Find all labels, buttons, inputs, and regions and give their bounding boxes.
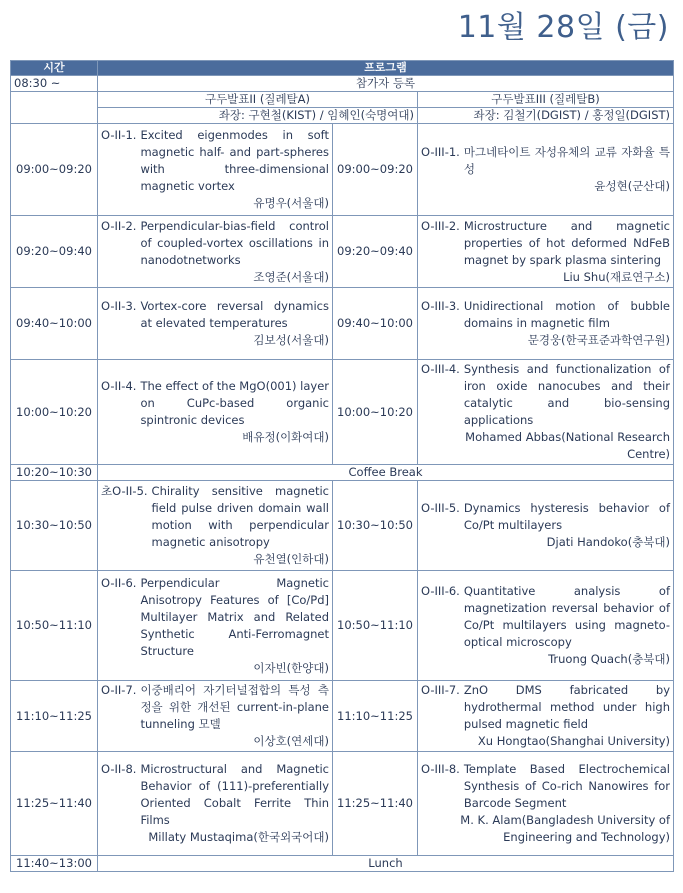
presentation-author: Mohamed Abbas(National Research Centre) [465,430,671,461]
presentation-code: O-II-6. [101,575,137,590]
session-chairs-row [11,108,674,124]
right-presentation [418,571,674,681]
session-title-row [11,92,674,108]
presentation-author: 이자빈(한양대) [253,660,329,675]
presentation-author: 조영준(서울대) [253,269,329,284]
left-time: 10:50~11:10 [11,571,98,681]
presentation-code: O-III-3. [421,299,460,313]
presentation-code: 초O-II-5. [101,484,148,498]
right-time: 10:00~10:20 [333,360,418,465]
presentation-title: ZnO DMS fabricated by hydrothermal method under high pulsed magnetic field [463,683,671,731]
presentation-code: O-II-7. [101,683,137,697]
right-time: 10:50~11:10 [333,571,418,681]
lunch-row [11,856,674,872]
left-presentation [98,681,333,752]
left-time: 10:30~10:50 [11,481,98,571]
presentation-code: O-III-7. [421,683,460,697]
schedule-row [11,571,674,681]
presentation-title: Template Based Electrochemical Synthesis of Co-rich Nanowires for Barcode Segment [463,762,671,810]
presentation-title: Synthesis and functionalization of iron oxide nanocubes and their catalytic and bio-sensing applications [463,362,671,427]
registration-label: 참가자 등록 [98,76,674,92]
schedule-row [11,752,674,856]
coffee-row [11,465,674,481]
presentation-author: Xu Hongtao(Shanghai University) [477,734,671,748]
right-time: 09:00~09:20 [333,124,418,216]
presentation-code: O-II-1. [101,128,137,142]
left-presentation [98,288,333,360]
left-time: 11:10~11:25 [11,681,98,752]
presentation-code: O-II-4. [101,379,137,393]
presentation-code: O-III-2. [421,218,460,233]
session-right-chairs: 좌장: 김철기(DGIST) / 홍정일(DGIST) [418,108,674,124]
registration-time: 08:30 ~ [11,76,98,92]
presentation-title: Chirality sensitive magnetic field pulse driven domain wall motion with perpendicular magnetic anisotropy [151,484,329,549]
lunch-label: Lunch [98,856,674,872]
session-left-title: 구두발표II (질레탈A) [98,92,418,108]
left-presentation [98,571,333,681]
left-time: 09:00~09:20 [11,124,98,216]
right-presentation [418,360,674,465]
presentation-title: Excited eigenmodes in soft magnetic half- and part-spheres with three-dimensional magnetic vortex [140,128,329,193]
right-time: 09:20~09:40 [333,216,418,288]
presentation-code: O-III-4. [421,362,460,376]
presentation-code: O-III-6. [421,584,460,598]
presentation-title: Perpendicular Magnetic Anisotropy Features of [Co/Pd] Multilayer Matrix and Related Synthetic Anti-Ferromagnet Structure [140,575,329,658]
registration-row [11,76,674,92]
coffee-label: Coffee Break [98,465,674,481]
presentation-title: 이중배리어 자기터널접합의 특성 측정을 위한 개선된 current-in-plane tunneling 모델 [140,683,329,731]
presentation-title: 마그네타이트 자성유체의 교류 자화율 특성 [463,145,671,176]
schedule-row [11,481,674,571]
right-time: 11:10~11:25 [333,681,418,752]
presentation-author: 유천열(인하대) [253,552,329,566]
left-time: 11:25~11:40 [11,752,98,856]
right-presentation [418,288,674,360]
left-time: 10:00~10:20 [11,360,98,465]
presentation-title: Perpendicular-bias-field control of coupled-vortex oscillations in nanodotnetworks [140,218,329,267]
presentation-title: Microstructural and Magnetic Behavior of (111)-preferentially Oriented Cobalt Ferrite Thin Films [140,762,329,827]
coffee-time: 10:20~10:30 [11,465,98,481]
date-header: 11월 28일 (금) [457,10,669,45]
right-presentation [418,216,674,288]
presentation-author: Djati Handoko(충북대) [546,535,671,549]
right-presentation [418,681,674,752]
presentation-author: M. K. Alam(Bangladesh University of Engineering and Technology) [460,813,671,844]
session-right-title: 구두발표III (질레탈B) [418,92,674,108]
presentation-author: 문경웅(한국표준과학연구원) [527,333,671,347]
schedule-row [11,216,674,288]
presentation-author: Millaty Mustaqima(한국외국어대) [148,830,329,844]
left-presentation [98,481,333,571]
right-time: 10:30~10:50 [333,481,418,571]
presentation-code: O-II-3. [101,299,137,313]
schedule-row [11,288,674,360]
presentation-author: 유명우(서울대) [253,196,329,210]
left-time: 09:20~09:40 [11,216,98,288]
right-time: 09:40~10:00 [333,288,418,360]
presentation-author: 김보성(서울대) [253,333,329,347]
left-presentation [98,216,333,288]
left-presentation [98,360,333,465]
lunch-time: 11:40~13:00 [11,856,98,872]
presentation-code: O-III-1. [421,145,460,159]
right-presentation [418,481,674,571]
header-program: 프로그램 [98,61,674,76]
schedule-row [11,681,674,752]
program-table [10,60,674,872]
presentation-title: Unidirectional motion of bubble domains in magnetic film [463,299,671,330]
session-left-chairs: 좌장: 구현철(KIST) / 임혜인(숙명여대) [98,108,418,124]
right-time: 11:25~11:40 [333,752,418,856]
presentation-author: 배유정(이화여대) [242,430,329,444]
table-header-row [11,61,674,76]
schedule-row [11,360,674,465]
presentation-author: Truong Quach(충북대) [548,652,671,666]
presentation-title: Vortex-core reversal dynamics at elevated temperatures [140,299,329,330]
presentation-code: O-II-2. [101,218,137,233]
presentation-author: Liu Shu(재료연구소) [563,269,671,284]
presentation-title: Dynamics hysteresis behavior of Co/Pt multilayers [463,501,671,532]
presentation-title: The effect of the MgO(001) layer on CuPc-based organic spintronic devices [140,379,330,427]
header-time: 시간 [11,61,98,76]
right-presentation [418,752,674,856]
presentation-code: O-III-5. [421,501,460,515]
left-time: 09:40~10:00 [11,288,98,360]
presentation-title: Microstructure and magnetic properties of hot deformed NdFeB magnet by spark plasma sintering [463,218,671,267]
left-presentation [98,752,333,856]
schedule-row [11,124,674,216]
left-presentation [98,124,333,216]
presentation-code: O-II-8. [101,762,137,776]
presentation-title: Quantitative analysis of magnetization reversal behavior of Co/Pt multilayers using magneto-optical microscopy [463,584,671,649]
right-presentation [418,124,674,216]
presentation-code: O-III-8. [421,762,460,776]
presentation-author: 이상호(연세대) [253,734,329,748]
presentation-author: 윤성현(군산대) [594,179,671,193]
